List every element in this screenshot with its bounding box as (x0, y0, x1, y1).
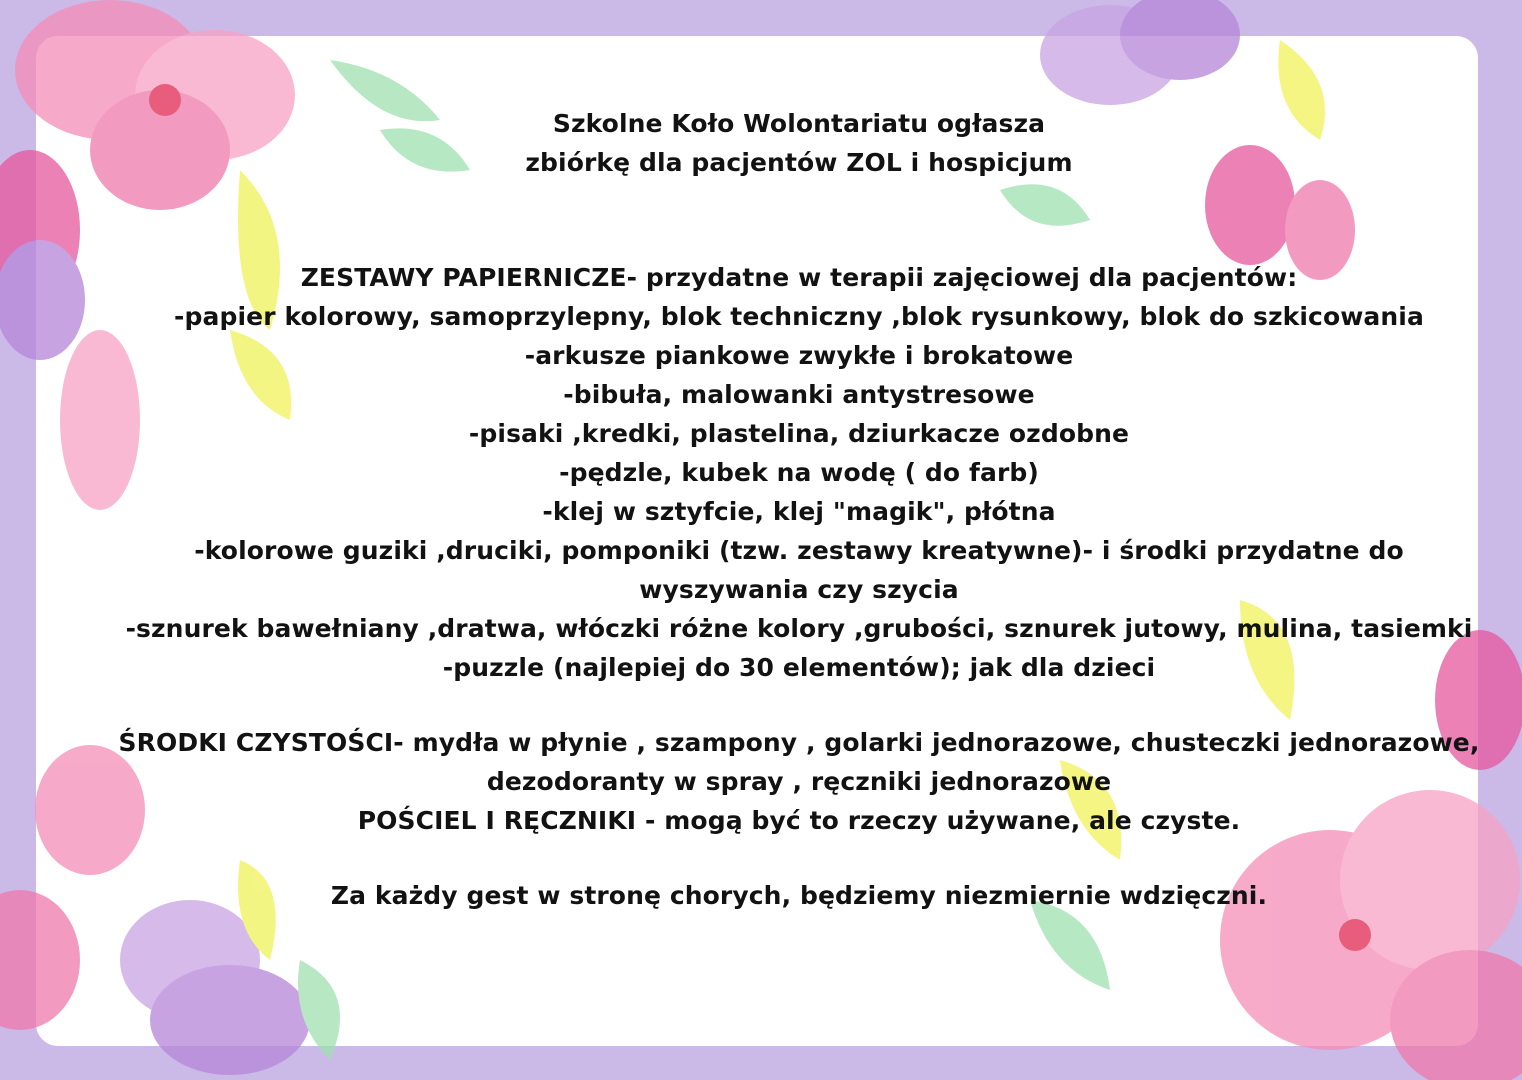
hygiene-item: dezodoranty w spray , ręczniki jednorazowe (486, 767, 1112, 796)
title-line-1: Szkolne Koło Wolontariatu ogłasza (552, 109, 1046, 138)
stationery-item: wyszywania czy szycia (639, 575, 959, 604)
stationery-item: -kolorowe guziki ,druciki, pomponiki (tzw. zestawy kreatywne)- i środki przydatne do (194, 536, 1404, 565)
stationery-item: -klej w sztyfcie, klej "magik", płótna (542, 497, 1056, 526)
stationery-item: -puzzle (najlepiej do 30 elementów); jak dla dzieci (442, 653, 1156, 682)
stationery-heading: ZESTAWY PAPIERNICZE- przydatne w terapii zajęciowej dla pacjentów: (300, 263, 1298, 292)
stationery-section (60, 258, 1522, 687)
bedding-line: POŚCIEL I RĘCZNIKI - mogą być to rzeczy używane, ale czyste. (357, 806, 1241, 835)
stationery-item: -papier kolorowy, samoprzylepny, blok techniczny ,blok rysunkowy, blok do szkicowania (174, 302, 1424, 331)
hygiene-section (60, 723, 1522, 840)
stationery-item: -sznurek bawełniany ,dratwa, włóczki różne kolory ,grubości, sznurek jutowy, mulina, tasiemki (125, 614, 1473, 643)
stationery-item: -pędzle, kubek na wodę ( do farb) (559, 458, 1039, 487)
stationery-item: -bibuła, malowanki antystresowe (563, 380, 1035, 409)
stationery-item: -arkusze piankowe zwykłe i brokatowe (524, 341, 1074, 370)
title-line-2: zbiórkę dla pacjentów ZOL i hospicjum (525, 148, 1073, 177)
stationery-item: -pisaki ,kredki, plastelina, dziurkacze ozdobne (468, 419, 1130, 448)
closing-thanks: Za każdy gest w stronę chorych, będziemy niezmiernie wdzięczni. (330, 881, 1268, 910)
announcement (60, 104, 1522, 915)
hygiene-heading: ŚRODKI CZYSTOŚCI- mydła w płynie , szampony , golarki jednorazowe, chusteczki jednorazowe, (118, 728, 1480, 757)
